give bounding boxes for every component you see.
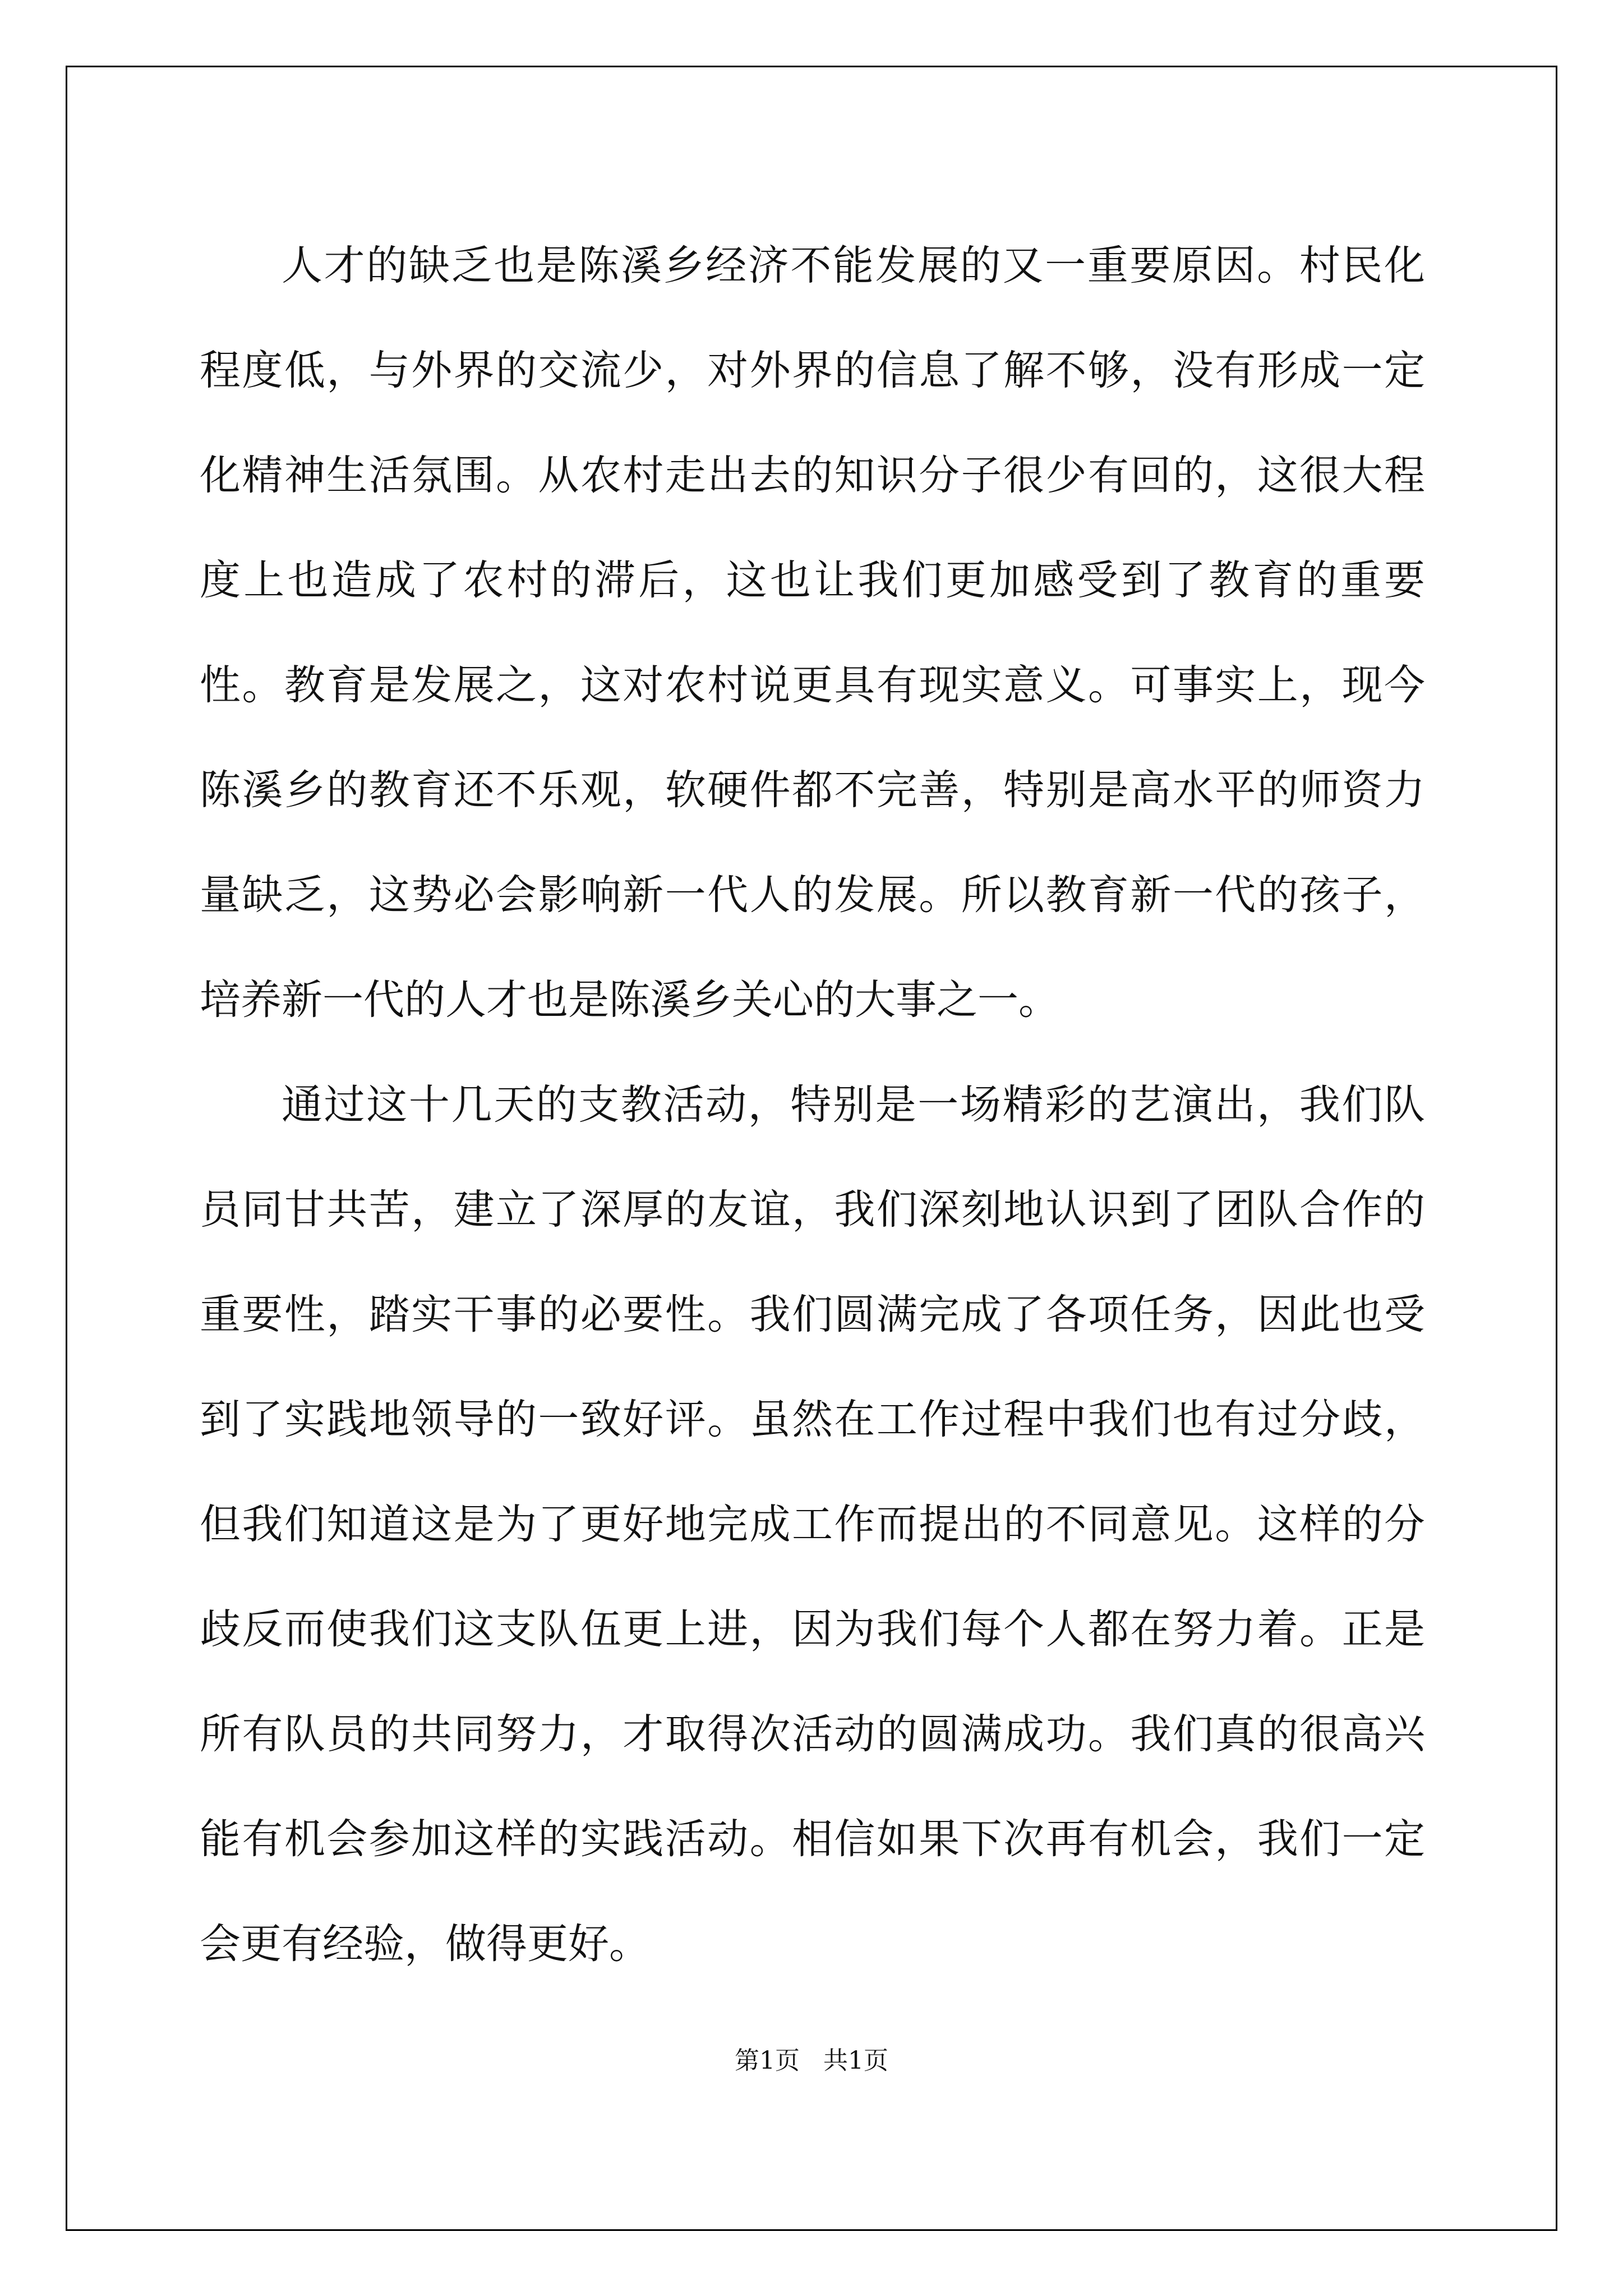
page-total: 共1页 [823,2046,888,2075]
page-footer [0,2044,1623,2078]
paragraph-2: 通过这十几天的支教活动，特别是一场精彩的艺演出，我们队员同甘共苦，建立了深厚的友谊，我们深刻地认识到了团队合作的重要性，踏实干事的必要性。我们圆满完成了各项任务，因此也受到了实践地领导的一致好评。虽然在工作过程中我们也有过分歧，但我们知道这是为了更好地完成工作而提出的不同意见。这样的分歧反而使我们这支队伍更上进，因为我们每个人都在努力着。正是所有队员的共同努力，才取得次活动的圆满成功。我们真的很高兴能有机会参加这样的实践活动。相信如果下次再有机会，我们一定会更有经验，做得更好。 [200,1081,1425,1968]
document-body [200,213,1425,1996]
paragraph-1: 人才的缺乏也是陈溪乡经济不能发展的又一重要原因。村民化程度低，与外界的交流少，对外界的信息了解不够，没有形成一定化精神生活氛围。从农村走出去的知识分子很少有回的，这很大程度上也造成了农村的滞后，这也让我们更加感受到了教育的重要性。教育是发展之，这对农村说更具有现实意义。可事实上，现今陈溪乡的教育还不乐观，软硬件都不完善，特别是高水平的师资力量缺乏，这势必会影响新一代人的发展。所以教育新一代的孩子，培养新一代的人才也是陈溪乡关心的大事之一。 [200,242,1425,1024]
footer-spacer [800,2046,823,2075]
page-number: 第1页 [735,2046,800,2075]
